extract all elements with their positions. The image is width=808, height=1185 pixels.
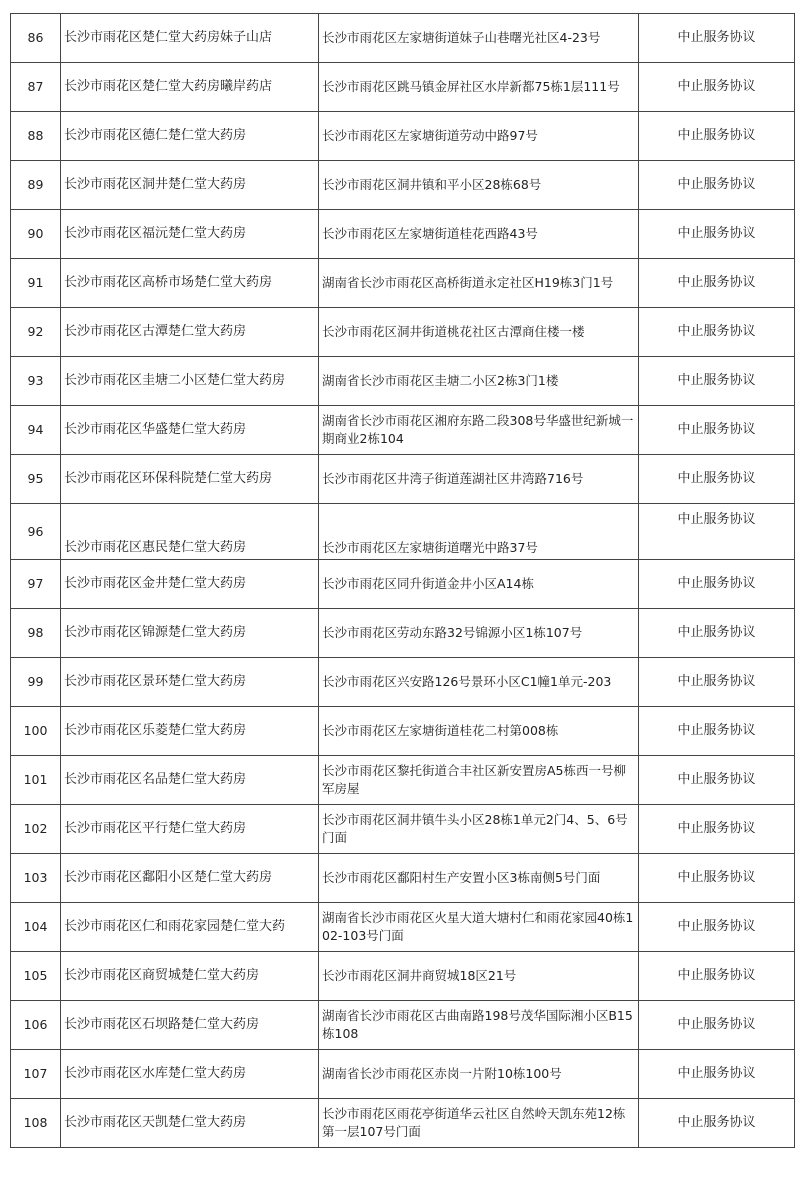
pharmacy-name: 长沙市雨花区景环楚仁堂大药房 <box>61 658 319 707</box>
table-row <box>11 903 795 952</box>
agreement-status: 中止服务协议 <box>639 455 795 504</box>
table-row <box>11 1050 795 1099</box>
pharmacy-address: 长沙市雨花区洞井镇和平小区28栋68号 <box>319 161 639 210</box>
agreement-status: 中止服务协议 <box>639 952 795 1001</box>
pharmacy-address: 长沙市雨花区兴安路126号景环小区C1幢1单元-203 <box>319 658 639 707</box>
agreement-status: 中止服务协议 <box>639 210 795 259</box>
table-row <box>11 560 795 609</box>
pharmacy-name: 长沙市雨花区楚仁堂大药房妹子山店 <box>61 14 319 63</box>
row-number: 98 <box>11 609 61 658</box>
row-number: 104 <box>11 903 61 952</box>
pharmacy-name: 长沙市雨花区福沅楚仁堂大药房 <box>61 210 319 259</box>
pharmacy-address: 长沙市雨花区黎托街道合丰社区新安置房A5栋西一号柳军房屋 <box>319 756 639 805</box>
pharmacy-name: 长沙市雨花区名品楚仁堂大药房 <box>61 756 319 805</box>
pharmacy-address: 湖南省长沙市雨花区赤岗一片附10栋100号 <box>319 1050 639 1099</box>
pharmacy-name: 长沙市雨花区圭塘二小区楚仁堂大药房 <box>61 357 319 406</box>
pharmacy-address: 长沙市雨花区左家塘街道桂花西路43号 <box>319 210 639 259</box>
row-number: 108 <box>11 1099 61 1148</box>
table-row <box>11 455 795 504</box>
pharmacy-name: 长沙市雨花区平行楚仁堂大药房 <box>61 805 319 854</box>
agreement-status: 中止服务协议 <box>639 504 795 560</box>
agreement-status: 中止服务协议 <box>639 560 795 609</box>
pharmacy-name: 长沙市雨花区乐菱楚仁堂大药房 <box>61 707 319 756</box>
table-row <box>11 1099 795 1148</box>
agreement-status: 中止服务协议 <box>639 259 795 308</box>
table-row <box>11 210 795 259</box>
table-row <box>11 406 795 455</box>
agreement-status: 中止服务协议 <box>639 756 795 805</box>
pharmacy-name: 长沙市雨花区楚仁堂大药房曦岸药店 <box>61 63 319 112</box>
table-row <box>11 805 795 854</box>
table-row <box>11 609 795 658</box>
table-row <box>11 357 795 406</box>
table-row <box>11 308 795 357</box>
row-number: 94 <box>11 406 61 455</box>
row-number: 102 <box>11 805 61 854</box>
agreement-status: 中止服务协议 <box>639 112 795 161</box>
row-number: 90 <box>11 210 61 259</box>
row-number: 96 <box>11 504 61 560</box>
agreement-status: 中止服务协议 <box>639 854 795 903</box>
row-number: 106 <box>11 1001 61 1050</box>
agreement-status: 中止服务协议 <box>639 707 795 756</box>
pharmacy-name: 长沙市雨花区商贸城楚仁堂大药房 <box>61 952 319 1001</box>
pharmacy-address: 长沙市雨花区左家塘街道曙光中路37号 <box>319 504 639 560</box>
pharmacy-address: 湖南省长沙市雨花区高桥街道永定社区H19栋3门1号 <box>319 259 639 308</box>
agreement-status: 中止服务协议 <box>639 1050 795 1099</box>
pharmacy-name: 长沙市雨花区环保科院楚仁堂大药房 <box>61 455 319 504</box>
row-number: 107 <box>11 1050 61 1099</box>
pharmacy-address: 湖南省长沙市雨花区古曲南路198号茂华国际湘小区B15栋108 <box>319 1001 639 1050</box>
pharmacy-name: 长沙市雨花区水库楚仁堂大药房 <box>61 1050 319 1099</box>
agreement-status: 中止服务协议 <box>639 63 795 112</box>
pharmacy-address: 长沙市雨花区劳动东路32号锦源小区1栋107号 <box>319 609 639 658</box>
table-row <box>11 112 795 161</box>
row-number: 88 <box>11 112 61 161</box>
table-row <box>11 658 795 707</box>
pharmacy-table-container <box>10 13 795 1148</box>
table-row <box>11 259 795 308</box>
row-number: 95 <box>11 455 61 504</box>
pharmacy-address: 长沙市雨花区鄱阳村生产安置小区3栋南侧5号门面 <box>319 854 639 903</box>
table-row <box>11 707 795 756</box>
table-row <box>11 952 795 1001</box>
table-row <box>11 161 795 210</box>
pharmacy-address: 长沙市雨花区井湾子街道莲湖社区井湾路716号 <box>319 455 639 504</box>
pharmacy-name: 长沙市雨花区高桥市场楚仁堂大药房 <box>61 259 319 308</box>
pharmacy-address: 长沙市雨花区跳马镇金屏社区水岸新都75栋1层111号 <box>319 63 639 112</box>
pharmacy-address: 长沙市雨花区雨花亭街道华云社区自然岭天凯东苑12栋第一层107号门面 <box>319 1099 639 1148</box>
pharmacy-name: 长沙市雨花区石坝路楚仁堂大药房 <box>61 1001 319 1050</box>
agreement-status: 中止服务协议 <box>639 903 795 952</box>
pharmacy-name: 长沙市雨花区鄱阳小区楚仁堂大药房 <box>61 854 319 903</box>
agreement-status: 中止服务协议 <box>639 658 795 707</box>
agreement-status: 中止服务协议 <box>639 14 795 63</box>
row-number: 92 <box>11 308 61 357</box>
row-number: 101 <box>11 756 61 805</box>
table-row <box>11 14 795 63</box>
pharmacy-address: 长沙市雨花区左家塘街道妹子山巷曙光社区4-23号 <box>319 14 639 63</box>
table-row <box>11 756 795 805</box>
agreement-status: 中止服务协议 <box>639 805 795 854</box>
row-number: 89 <box>11 161 61 210</box>
pharmacy-address: 长沙市雨花区洞井街道桃花社区古潭商住楼一楼 <box>319 308 639 357</box>
row-number: 99 <box>11 658 61 707</box>
table-row <box>11 504 795 560</box>
pharmacy-name: 长沙市雨花区天凯楚仁堂大药房 <box>61 1099 319 1148</box>
agreement-status: 中止服务协议 <box>639 161 795 210</box>
pharmacy-address: 湖南省长沙市雨花区湘府东路二段308号华盛世纪新城一期商业2栋104 <box>319 406 639 455</box>
row-number: 93 <box>11 357 61 406</box>
pharmacy-address: 长沙市雨花区左家塘街道桂花二村第008栋 <box>319 707 639 756</box>
pharmacy-address: 长沙市雨花区同升街道金井小区A14栋 <box>319 560 639 609</box>
pharmacy-name: 长沙市雨花区金井楚仁堂大药房 <box>61 560 319 609</box>
pharmacy-address: 长沙市雨花区洞井镇牛头小区28栋1单元2门4、5、6号门面 <box>319 805 639 854</box>
agreement-status: 中止服务协议 <box>639 1001 795 1050</box>
pharmacy-address: 长沙市雨花区洞井商贸城18区21号 <box>319 952 639 1001</box>
pharmacy-name: 长沙市雨花区锦源楚仁堂大药房 <box>61 609 319 658</box>
pharmacy-address: 湖南省长沙市雨花区圭塘二小区2栋3门1楼 <box>319 357 639 406</box>
row-number: 97 <box>11 560 61 609</box>
agreement-status: 中止服务协议 <box>639 357 795 406</box>
row-number: 86 <box>11 14 61 63</box>
row-number: 105 <box>11 952 61 1001</box>
pharmacy-name: 长沙市雨花区德仁楚仁堂大药房 <box>61 112 319 161</box>
row-number: 91 <box>11 259 61 308</box>
pharmacy-name: 长沙市雨花区洞井楚仁堂大药房 <box>61 161 319 210</box>
pharmacy-name: 长沙市雨花区惠民楚仁堂大药房 <box>61 504 319 560</box>
agreement-status: 中止服务协议 <box>639 308 795 357</box>
agreement-status: 中止服务协议 <box>639 609 795 658</box>
pharmacy-address: 长沙市雨花区左家塘街道劳动中路97号 <box>319 112 639 161</box>
table-row <box>11 63 795 112</box>
table-row <box>11 854 795 903</box>
table-row <box>11 1001 795 1050</box>
pharmacy-name: 长沙市雨花区华盛楚仁堂大药房 <box>61 406 319 455</box>
agreement-status: 中止服务协议 <box>639 1099 795 1148</box>
pharmacy-table <box>10 13 795 1148</box>
row-number: 103 <box>11 854 61 903</box>
agreement-status: 中止服务协议 <box>639 406 795 455</box>
pharmacy-name: 长沙市雨花区古潭楚仁堂大药房 <box>61 308 319 357</box>
pharmacy-address: 湖南省长沙市雨花区火星大道大塘村仁和雨花家园40栋102-103号门面 <box>319 903 639 952</box>
row-number: 87 <box>11 63 61 112</box>
row-number: 100 <box>11 707 61 756</box>
pharmacy-name: 长沙市雨花区仁和雨花家园楚仁堂大药 <box>61 903 319 952</box>
